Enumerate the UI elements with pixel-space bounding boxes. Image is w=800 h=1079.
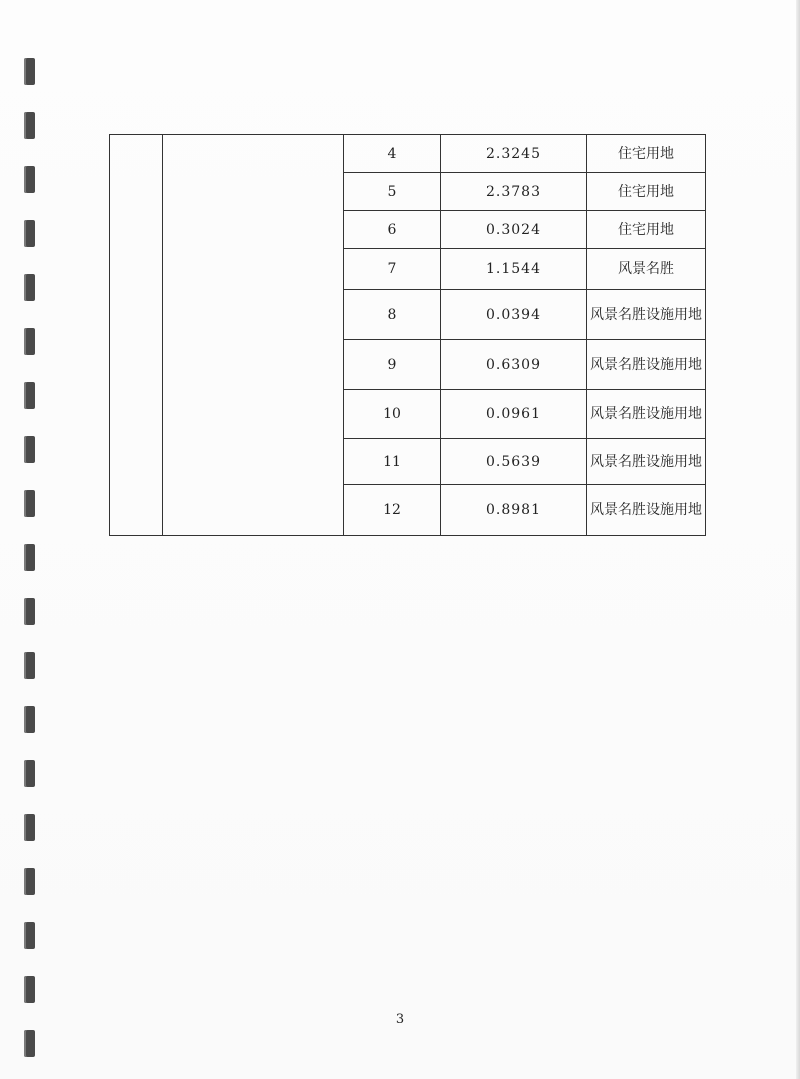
table-row — [110, 135, 706, 173]
binding-hole — [24, 922, 35, 949]
area-cell: 0.6309 — [441, 340, 587, 390]
binding-holes — [24, 58, 38, 1068]
binding-hole — [24, 382, 35, 409]
parcel-number-cell: 11 — [344, 439, 441, 485]
merged-cell-a — [110, 135, 163, 536]
binding-hole — [24, 868, 35, 895]
parcel-number-cell: 4 — [344, 135, 441, 173]
parcel-number-cell: 7 — [344, 249, 441, 290]
land-use-cell: 风景名胜 — [587, 249, 706, 290]
area-cell: 0.0394 — [441, 290, 587, 340]
area-cell: 0.0961 — [441, 390, 587, 439]
binding-hole — [24, 814, 35, 841]
binding-hole — [24, 760, 35, 787]
binding-hole — [24, 1030, 35, 1057]
binding-hole — [24, 598, 35, 625]
binding-hole — [24, 652, 35, 679]
land-parcel-table — [109, 134, 706, 536]
binding-hole — [24, 274, 35, 301]
land-use-cell: 住宅用地 — [587, 135, 706, 173]
land-use-cell: 风景名胜设施用地 — [587, 485, 706, 536]
page-number: 3 — [395, 1012, 405, 1027]
land-use-cell: 风景名胜设施用地 — [587, 290, 706, 340]
binding-hole — [24, 220, 35, 247]
land-use-cell: 住宅用地 — [587, 173, 706, 211]
parcel-number-cell: 8 — [344, 290, 441, 340]
parcel-number-cell: 5 — [344, 173, 441, 211]
area-cell: 2.3783 — [441, 173, 587, 211]
area-cell: 0.8981 — [441, 485, 587, 536]
binding-hole — [24, 112, 35, 139]
binding-hole — [24, 58, 35, 85]
area-cell: 2.3245 — [441, 135, 587, 173]
parcel-number-cell: 9 — [344, 340, 441, 390]
land-use-cell: 风景名胜设施用地 — [587, 439, 706, 485]
area-cell: 0.5639 — [441, 439, 587, 485]
binding-hole — [24, 490, 35, 517]
parcel-number-cell: 10 — [344, 390, 441, 439]
area-cell: 1.1544 — [441, 249, 587, 290]
binding-hole — [24, 976, 35, 1003]
binding-hole — [24, 706, 35, 733]
parcel-number-cell: 6 — [344, 211, 441, 249]
binding-hole — [24, 544, 35, 571]
land-use-cell: 风景名胜设施用地 — [587, 340, 706, 390]
land-use-cell: 住宅用地 — [587, 211, 706, 249]
page-edge-shadow — [796, 0, 800, 1079]
binding-hole — [24, 166, 35, 193]
land-use-cell: 风景名胜设施用地 — [587, 390, 706, 439]
parcel-number-cell: 12 — [344, 485, 441, 536]
binding-hole — [24, 436, 35, 463]
binding-hole — [24, 328, 35, 355]
merged-cell-b — [163, 135, 344, 536]
area-cell: 0.3024 — [441, 211, 587, 249]
